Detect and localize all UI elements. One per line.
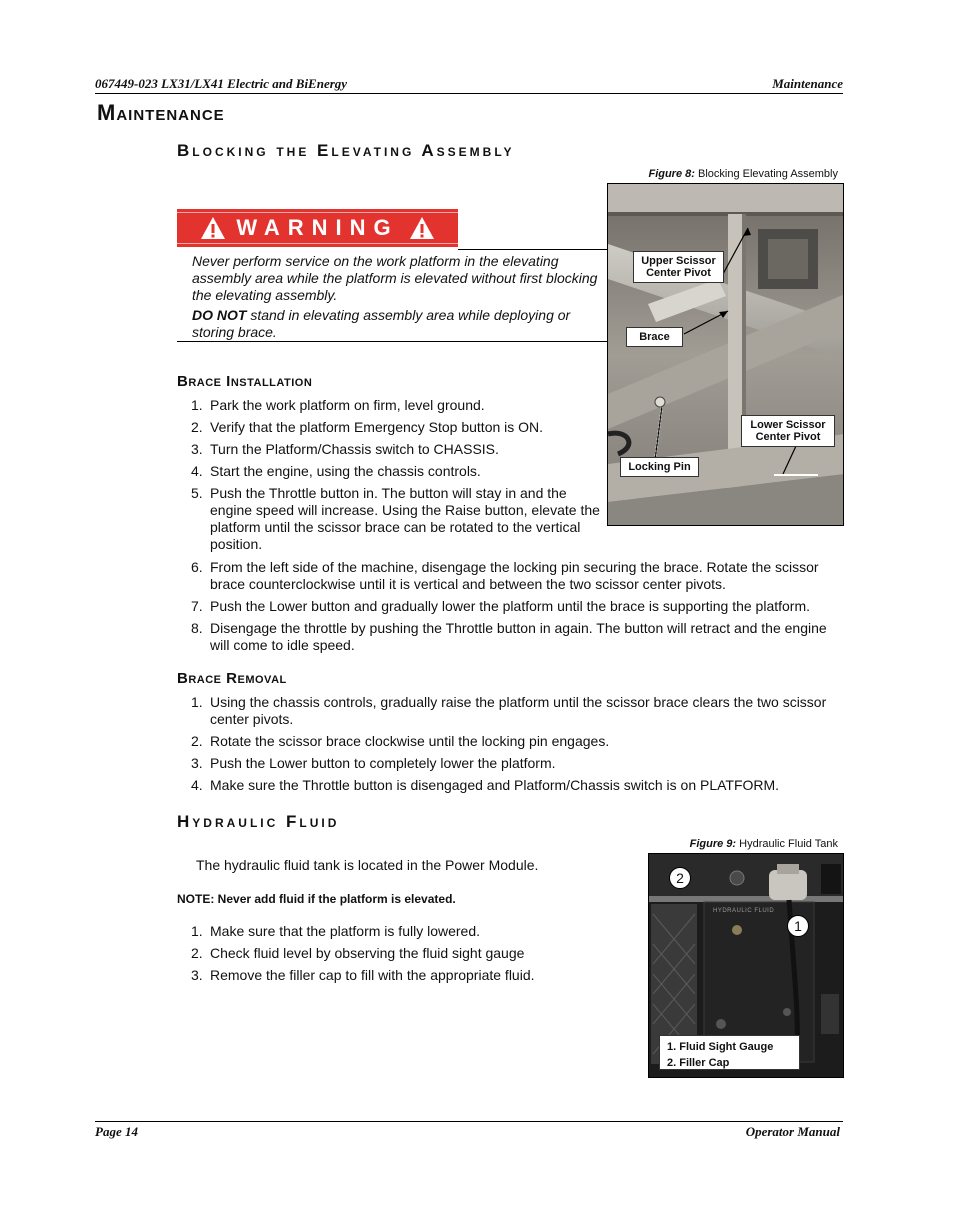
removal-steps <box>177 694 837 799</box>
legend-item-sight-gauge: 1. Fluid Sight Gauge <box>667 1041 774 1053</box>
list-item: 2. Rotate the scissor brace clockwise until the locking pin engages. <box>191 733 610 749</box>
callout-1: 1 <box>787 915 809 937</box>
figure-9-legend <box>659 1035 800 1070</box>
list-item: 1. Park the work platform on firm, level ground. <box>191 397 485 413</box>
warning-text-2 <box>192 307 600 341</box>
note-label: NOTE: <box>177 892 215 906</box>
list-item: 6. From the left side of the machine, disengage the locking pin securing the brace. Rotate the scissor brace counterclockwise until it is vertical and between the two scissor center pivots. <box>191 559 819 592</box>
figure-9-number: Figure 9: <box>689 838 737 850</box>
page-number: Page 14 <box>95 1124 138 1139</box>
warning-emphasis: DO NOT <box>192 307 247 323</box>
list-item: 1. Using the chassis controls, gradually raise the platform until the scissor brace clears the two scissor center pivots. <box>191 694 827 727</box>
brace-removal-heading: Brace Removal <box>177 670 287 687</box>
list-item: 1. Make sure that the platform is fully lowered. <box>191 923 481 939</box>
upper-pivot-label: Upper Scissor Center Pivot <box>633 251 724 283</box>
figure-9-title: Hydraulic Fluid Tank <box>739 838 838 850</box>
callout-2: 2 <box>669 867 691 889</box>
hydraulic-fluid-heading: Hydraulic Fluid <box>177 812 340 831</box>
document-id: 067449-023 LX31/LX41 Electric and BiEnergy <box>95 76 348 91</box>
list-item: 5. Push the Throttle button in. The button will stay in and the engine speed will increase. Using the Raise button, elevate the platform until the scissor brace can be rotated to the vertical position. <box>191 485 600 552</box>
note-text: Never add fluid if the platform is elevated. <box>214 892 456 906</box>
installation-steps-b <box>177 559 845 659</box>
hydraulic-steps <box>177 923 617 989</box>
warning-triangle-icon <box>200 216 226 240</box>
list-item: 7. Push the Lower button and gradually lower the platform until the brace is supporting the platform. <box>191 598 811 614</box>
list-item: 3. Remove the filler cap to fill with the appropriate fluid. <box>191 967 535 983</box>
figure-9-caption <box>640 838 838 850</box>
warning-label: WARNING <box>236 215 399 240</box>
lower-pivot-label: Lower Scissor Center Pivot <box>741 415 835 447</box>
list-item: 2. Check fluid level by observing the fluid sight gauge <box>191 945 525 961</box>
brace-label: Brace <box>626 327 683 347</box>
blocking-photo <box>607 183 844 526</box>
warning-banner <box>177 209 458 247</box>
page-header <box>95 76 843 94</box>
list-item: 4. Start the engine, using the chassis controls. <box>191 463 481 479</box>
warning-text-1: Never perform service on the work platform in the elevating assembly area while the platform is elevated without first blocking the elevating assembly. <box>192 253 598 303</box>
figure-8-caption <box>608 168 838 180</box>
warning-rule-bottom <box>177 341 608 342</box>
brace-installation-heading: Brace Installation <box>177 373 313 390</box>
page-footer <box>95 1121 843 1139</box>
list-item: 8. Disengage the throttle by pushing the Throttle button in again. The button will retract and the engine will come to idle speed. <box>191 620 827 653</box>
hydraulic-note <box>177 892 456 906</box>
legend-item-filler-cap: 2. Filler Cap <box>667 1057 730 1069</box>
installation-steps-a <box>177 397 600 558</box>
warning-triangle-icon <box>409 216 435 240</box>
blocking-heading: Blocking the Elevating Assembly <box>177 141 515 160</box>
list-item: 3. Push the Lower button to completely lower the platform. <box>191 755 556 771</box>
locking-pin-label: Locking Pin <box>620 457 699 477</box>
figure-8-number: Figure 8: <box>648 168 695 180</box>
hydraulic-intro: The hydraulic fluid tank is located in the Power Module. <box>196 857 539 873</box>
figure-8-title: Blocking Elevating Assembly <box>697 168 838 180</box>
list-item: 4. Make sure the Throttle button is disengaged and Platform/Chassis switch is on PLATFORM. <box>191 777 780 793</box>
warning-text-2-rest: stand in elevating assembly area while deploying or storing brace. <box>192 307 571 340</box>
list-item: 2. Verify that the platform Emergency Stop button is ON. <box>191 419 544 435</box>
list-item: 3. Turn the Platform/Chassis switch to CHASSIS. <box>191 441 499 457</box>
page-title: Maintenance <box>97 100 225 125</box>
warning-rule-top <box>458 249 608 250</box>
section-name: Maintenance <box>772 76 843 91</box>
tank-label: HYDRAULIC FLUID <box>713 908 775 914</box>
manual-name: Operator Manual <box>745 1124 840 1139</box>
